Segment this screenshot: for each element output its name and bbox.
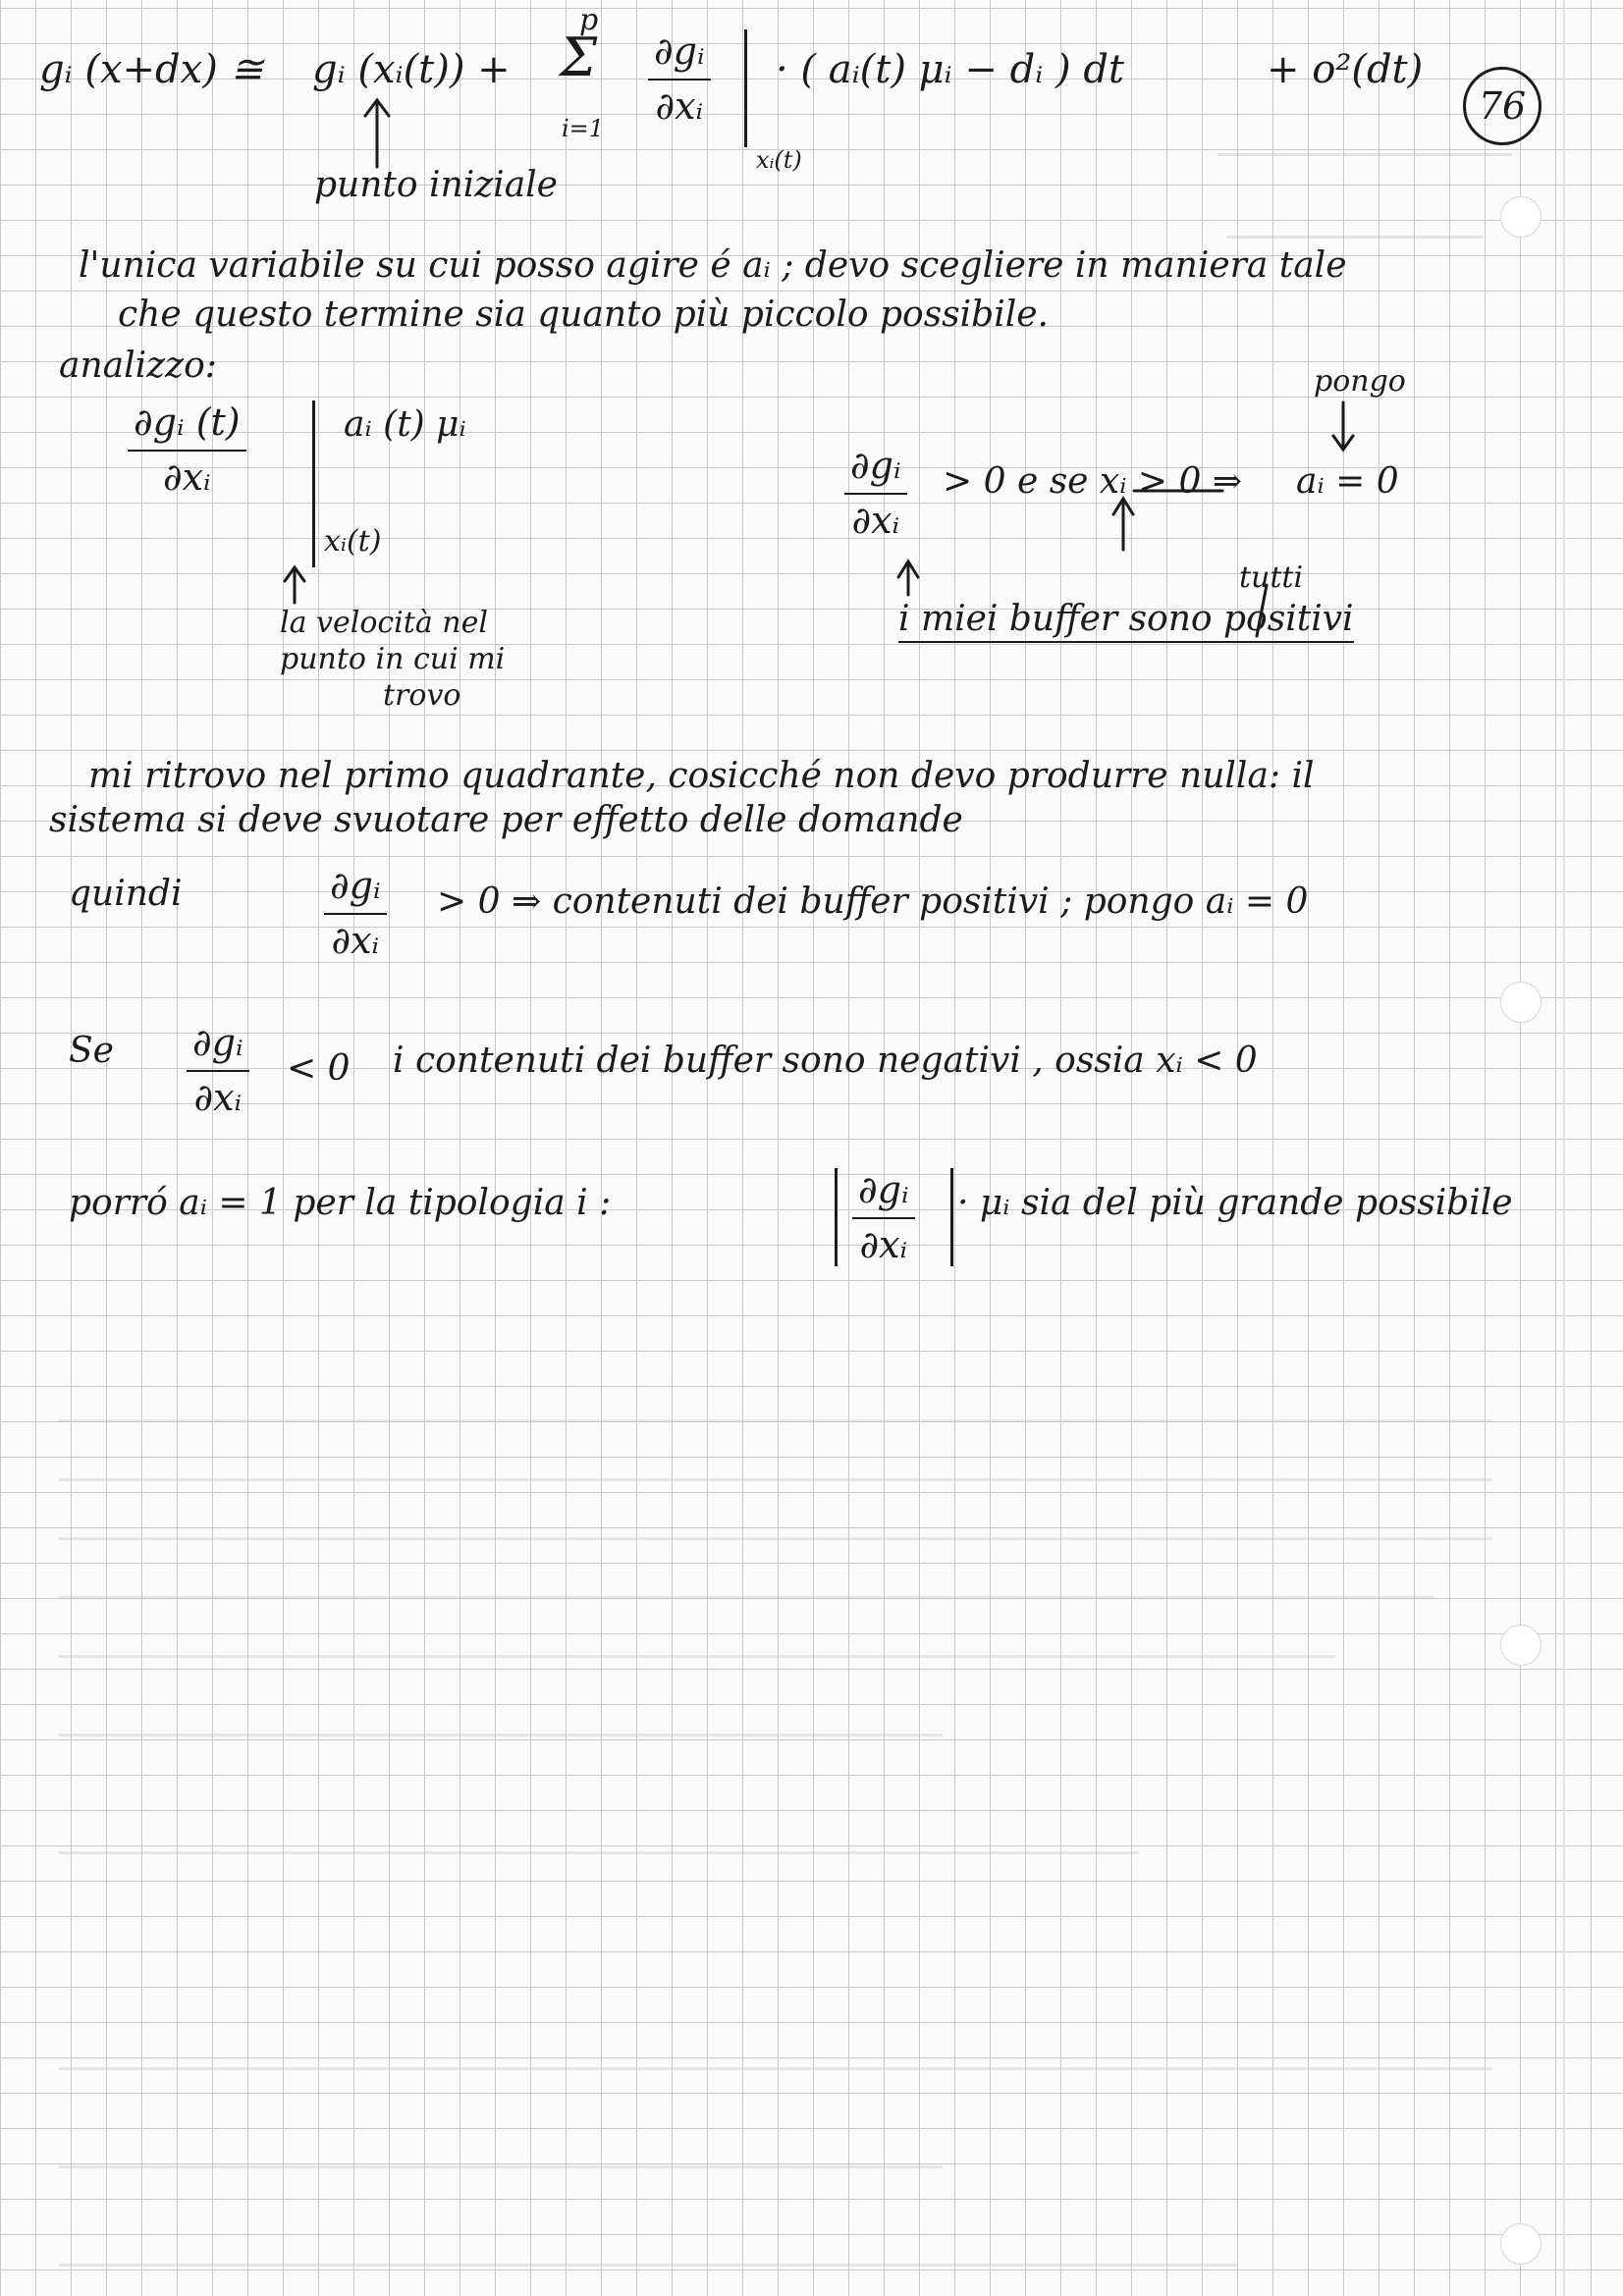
se-rest: i contenuti dei buffer sono negativi , ossia xᵢ < 0 (393, 1041, 1258, 1081)
right-buffer-note: i miei buffer sono positivi (898, 599, 1354, 643)
quindi-frac-num: ∂gᵢ (324, 864, 387, 915)
quindi-lead: quindi (69, 874, 183, 914)
analysis-eval-at: xᵢ(t) (324, 524, 382, 559)
punto-iniziale-label: punto iniziale (314, 165, 558, 205)
eq1-frac-num: ∂gᵢ (648, 29, 711, 80)
porro-frac-num: ∂gᵢ (852, 1168, 915, 1219)
eq1-frac-den: ∂xᵢ (655, 83, 704, 128)
tutti-tick (1257, 585, 1267, 636)
eq1-lhs: gᵢ (x+dx) ≅ (39, 47, 264, 92)
eq1-sum-symbol: Σ (560, 27, 598, 88)
velocita-note-line-1: la velocità nel (280, 606, 488, 640)
eq1-sum-bottom: i=1 (562, 115, 605, 142)
right-frac-num: ∂gᵢ (844, 444, 907, 495)
eq1-term1: gᵢ (xᵢ(t)) + (312, 47, 511, 92)
right-tutti: tutti (1239, 561, 1304, 595)
quindi-rest: > 0 ⇒ contenuti dei buffer positivi ; pongo aᵢ = 0 (437, 881, 1309, 922)
analysis-rhs: aᵢ (t) μᵢ (344, 404, 466, 445)
porro-rest: · μᵢ sia del più grande possibile (957, 1183, 1513, 1223)
eq1-tail: + o²(dt) (1267, 47, 1424, 92)
se-frac-num: ∂gᵢ (187, 1021, 249, 1072)
se-lead: Se (69, 1031, 114, 1071)
porro-lead: porró aᵢ = 1 per la tipologia i : (69, 1183, 612, 1223)
eq1-paren-term: · ( aᵢ(t) μᵢ − dᵢ ) dt (776, 47, 1124, 92)
porro-frac-den: ∂xᵢ (859, 1222, 908, 1266)
eq1-sum-top: p (579, 3, 599, 37)
right-frac-den: ∂xᵢ (851, 498, 900, 542)
primo-quadrante-line-1: mi ritrovo nel primo quadrante, cosicché non devo produrre nulla: il (88, 756, 1315, 796)
analysis-frac-num: ∂gᵢ (t) (128, 400, 246, 452)
velocita-note-line-3: trovo (383, 678, 461, 713)
eq1-eval-at: xᵢ(t) (756, 146, 802, 174)
se-compare: < 0 (287, 1048, 351, 1089)
analizzo-label: analizzo: (59, 346, 217, 386)
primo-quadrante-line-2: sistema si deve svuotare per effetto delle domande (49, 800, 963, 840)
right-result: aᵢ = 0 (1296, 461, 1399, 502)
right-pongo: pongo (1314, 364, 1406, 399)
velocita-note-line-2: punto in cui mi (280, 642, 506, 676)
se-frac-den: ∂xᵢ (193, 1075, 243, 1119)
analysis-frac-den: ∂xᵢ (162, 454, 211, 499)
right-condition: > 0 e se xᵢ > 0 ⇒ (943, 461, 1243, 502)
text-line-2: che questo termine sia quanto più piccolo possibile. (118, 294, 1049, 335)
text-line-1: l'unica variabile su cui posso agire é aᵢ ; devo scegliere in maniera tale (79, 245, 1347, 286)
quindi-frac-den: ∂xᵢ (331, 918, 380, 962)
page-number: 76 (1463, 67, 1542, 145)
